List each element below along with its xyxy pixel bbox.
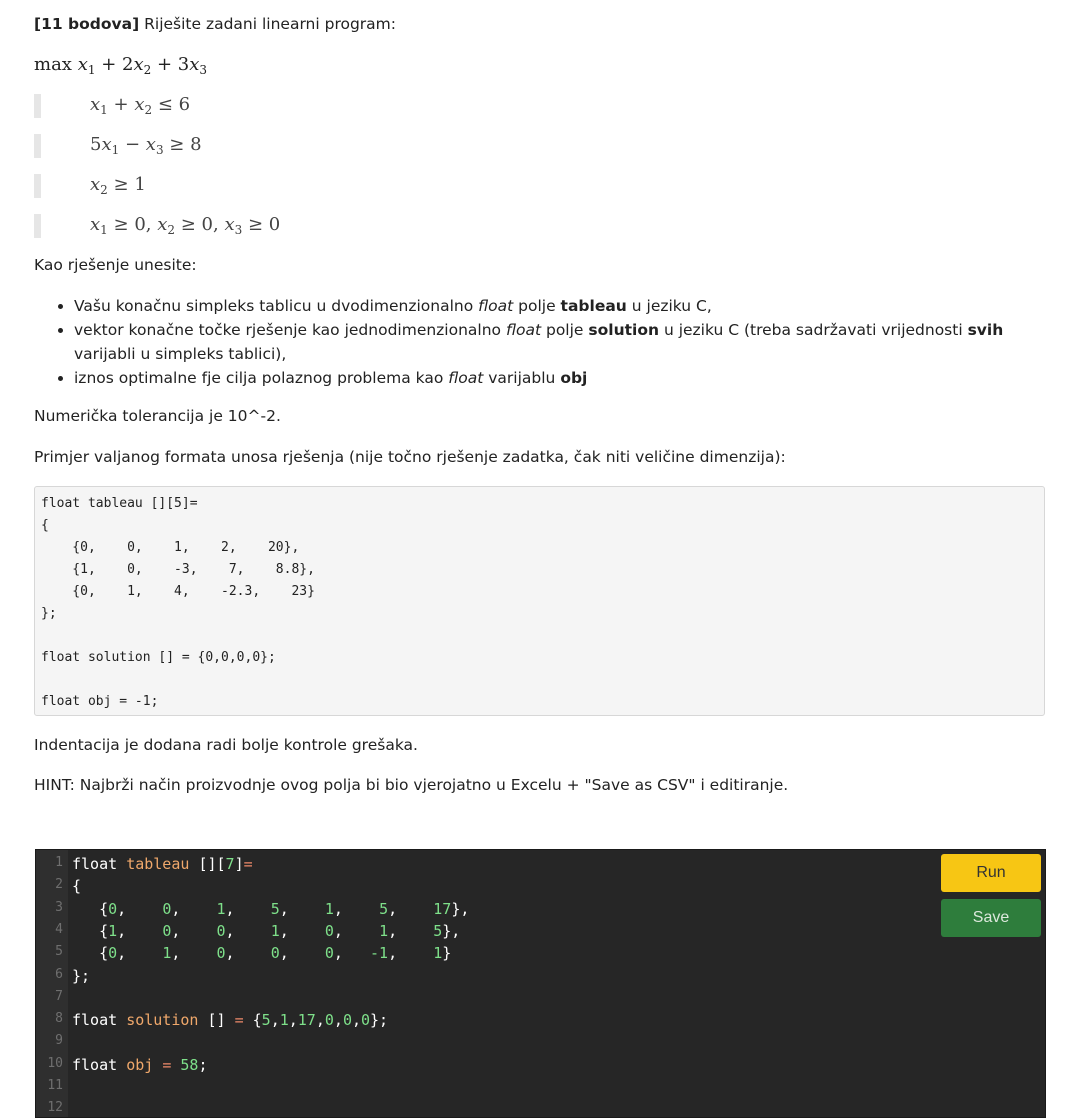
example-intro: Primjer valjanog formata unosa rješenja (nije točno rješenje zadatka, čak niti veličine dimenzija): — [34, 448, 786, 466]
line-number: 7 — [55, 988, 63, 1004]
code-token: , — [333, 1011, 343, 1030]
constraint-term: ≥ 0, $x_2$ — [107, 214, 176, 237]
constraint-term: $x_1$ — [90, 214, 108, 237]
instruction-item: • Vašu konačnu simpleks tablicu u dvodimenzionalno float polje tableau u jeziku C, — [74, 294, 1064, 318]
code-line[interactable] — [72, 1009, 388, 1031]
line-number: 9 — [55, 1033, 63, 1049]
code-token: , — [171, 944, 217, 963]
constraint-term: ≥ 0 — [242, 214, 281, 235]
code-token: { — [252, 1011, 262, 1030]
code-token: , — [171, 921, 217, 940]
code-token: 1 — [324, 899, 334, 918]
constraint-expression — [90, 174, 146, 197]
code-token: 0 — [361, 1011, 371, 1030]
line-number: 2 — [55, 877, 63, 893]
code-token: { — [72, 899, 109, 918]
instructions-list — [34, 294, 1064, 390]
example-code-block — [34, 486, 1045, 716]
constraint-row — [34, 174, 434, 200]
code-token: 0 — [270, 944, 280, 963]
code-token: }; — [370, 1011, 389, 1030]
code-editor[interactable] — [35, 849, 1046, 1118]
code-token: , — [225, 899, 271, 918]
example-code: float tableau [][5]= { {0, 0, 1, 2, 20}, {1, 0, -3, 7, 8.8}, {0, 1, 4, -2.3, 23} }; float solution [] = {0,0,0,0}; float obj = -1; — [41, 496, 315, 709]
code-token: , — [117, 899, 163, 918]
line-number: 6 — [55, 966, 63, 982]
objective-term: $x_1$ — [77, 54, 96, 77]
line-number-gutter — [36, 850, 68, 1117]
constraint-term: $x_1$ — [90, 94, 108, 117]
code-token: , — [279, 944, 325, 963]
line-number: 8 — [55, 1011, 63, 1027]
code-line[interactable] — [72, 965, 90, 987]
code-token: , — [351, 1011, 361, 1030]
run-button[interactable]: Run — [941, 854, 1041, 892]
objective-term: + $3x_3$ — [151, 54, 208, 77]
objective-function — [34, 54, 207, 77]
code-token: 1 — [162, 944, 172, 963]
constraint-bar — [34, 174, 41, 198]
instruction-item: • iznos optimalne fje cilja polaznog problema kao float varijablu obj — [74, 366, 1064, 390]
code-token: { — [72, 921, 109, 940]
code-token: 5 — [379, 899, 389, 918]
code-token: , — [388, 944, 434, 963]
code-token: 1 — [216, 899, 226, 918]
constraint-bar — [34, 214, 41, 238]
code-token: obj — [126, 1055, 163, 1074]
points-label: [11 bodova] — [34, 15, 140, 33]
code-token: , — [333, 944, 371, 963]
code-token: = — [243, 855, 253, 873]
code-line[interactable] — [72, 898, 469, 920]
objective-max: max — [34, 54, 78, 75]
code-token: ] — [234, 855, 244, 873]
code-line[interactable] — [72, 853, 253, 875]
code-token: 0 — [108, 899, 118, 918]
code-token: }, — [451, 899, 470, 918]
code-line[interactable] — [72, 875, 81, 897]
code-token: = — [162, 1055, 181, 1074]
constraint-term: $5x_1$ — [90, 134, 120, 157]
code-token: , — [388, 921, 434, 940]
line-number: 3 — [55, 899, 63, 915]
code-token: 0 — [216, 944, 226, 963]
objective-term: + $2x_2$ — [95, 54, 152, 77]
code-token: 5 — [433, 921, 443, 940]
code-token: float — [72, 1011, 127, 1030]
code-token: 1 — [108, 921, 118, 940]
question-header — [34, 15, 396, 33]
code-token: 0 — [324, 921, 334, 940]
code-token: -1 — [370, 944, 389, 963]
code-token: 5 — [270, 899, 280, 918]
tolerance-text: Numerička tolerancija je 10^-2. — [34, 407, 281, 425]
constraint-term: ≥ 0, $x_3$ — [175, 214, 243, 237]
line-number: 1 — [55, 855, 63, 870]
code-token: , — [117, 944, 163, 963]
instruction-item: • vektor konačne točke rješenje kao jednodimenzionalno float polje solution u jeziku C (treba sadržavati vrijednosti svih varijabli u simpleks tablici), — [74, 318, 1064, 366]
constraint-bar — [34, 94, 41, 118]
constraint-row — [34, 134, 434, 160]
code-token: }, — [442, 921, 461, 940]
code-line[interactable] — [72, 920, 460, 942]
constraint-expression — [90, 214, 280, 237]
line-number: 5 — [55, 944, 63, 960]
constraint-row — [34, 94, 434, 120]
indent-note: Indentacija je dodana radi bolje kontrole grešaka. — [34, 736, 418, 754]
line-number: 4 — [55, 921, 63, 937]
constraint-term: ≥ 8 — [163, 134, 202, 155]
code-token: , — [117, 921, 163, 940]
code-token: 1 — [270, 921, 280, 940]
code-token: float — [72, 1055, 127, 1074]
constraint-bar — [34, 134, 41, 158]
code-token: , — [225, 921, 271, 940]
code-token: 1 — [279, 1011, 289, 1030]
line-number: 10 — [47, 1055, 63, 1071]
code-token: , — [333, 899, 380, 918]
code-token: [][ — [198, 855, 226, 873]
constraint-term: ≥ 1 — [107, 174, 146, 195]
code-token: , — [315, 1011, 325, 1030]
code-token: , — [270, 1011, 280, 1030]
constraint-term: ≤ 6 — [152, 94, 191, 115]
code-token: 0 — [324, 944, 334, 963]
code-token: 0 — [342, 1011, 352, 1030]
hint-text: HINT: Najbrži način proizvodnje ovog polja bi bio vjerojatno u Excelu + "Save as CSV" i editiranje. — [34, 776, 789, 794]
code-token: 0 — [162, 899, 172, 918]
code-token: }; — [72, 966, 91, 985]
code-line[interactable] — [72, 1054, 207, 1076]
code-token: 1 — [379, 921, 389, 940]
code-token: tableau — [126, 855, 199, 873]
code-token: solution — [126, 1011, 208, 1030]
line-number: 11 — [47, 1078, 63, 1093]
code-token: ; — [198, 1055, 208, 1074]
constraint-term: $x_2$ — [90, 174, 108, 197]
code-token: 17 — [297, 1011, 316, 1030]
code-token: { — [72, 944, 109, 963]
code-token: , — [288, 1011, 298, 1030]
constraint-expression — [90, 134, 202, 157]
save-button[interactable]: Save — [941, 899, 1041, 937]
constraint-row — [34, 214, 434, 240]
constraint-expression — [90, 94, 190, 117]
code-token: 7 — [225, 855, 235, 873]
code-token: , — [171, 899, 217, 918]
constraint-term: − $x_3$ — [119, 134, 164, 157]
line-number: 12 — [47, 1100, 63, 1116]
code-line[interactable] — [72, 942, 451, 964]
code-token: [] — [207, 1011, 235, 1030]
code-token: 17 — [433, 899, 452, 918]
code-token: 5 — [261, 1011, 271, 1030]
code-token: , — [333, 921, 380, 940]
code-token: 0 — [162, 921, 172, 940]
code-token: = — [234, 1011, 253, 1030]
code-token: , — [388, 899, 434, 918]
code-token: float — [72, 855, 127, 873]
code-token: { — [72, 877, 82, 896]
code-token: 0 — [324, 1011, 334, 1030]
code-token: 58 — [180, 1055, 199, 1074]
code-token: } — [442, 944, 452, 963]
code-token: , — [279, 921, 325, 940]
question-title: Riješite zadani linearni program: — [139, 15, 396, 33]
constraint-term: + $x_2$ — [107, 94, 153, 117]
code-token: , — [225, 944, 271, 963]
code-token: 0 — [108, 944, 118, 963]
code-token: , — [279, 899, 325, 918]
instructions-lead: Kao rješenje unesite: — [34, 256, 197, 274]
code-token: 1 — [433, 944, 443, 963]
code-token: 0 — [216, 921, 226, 940]
